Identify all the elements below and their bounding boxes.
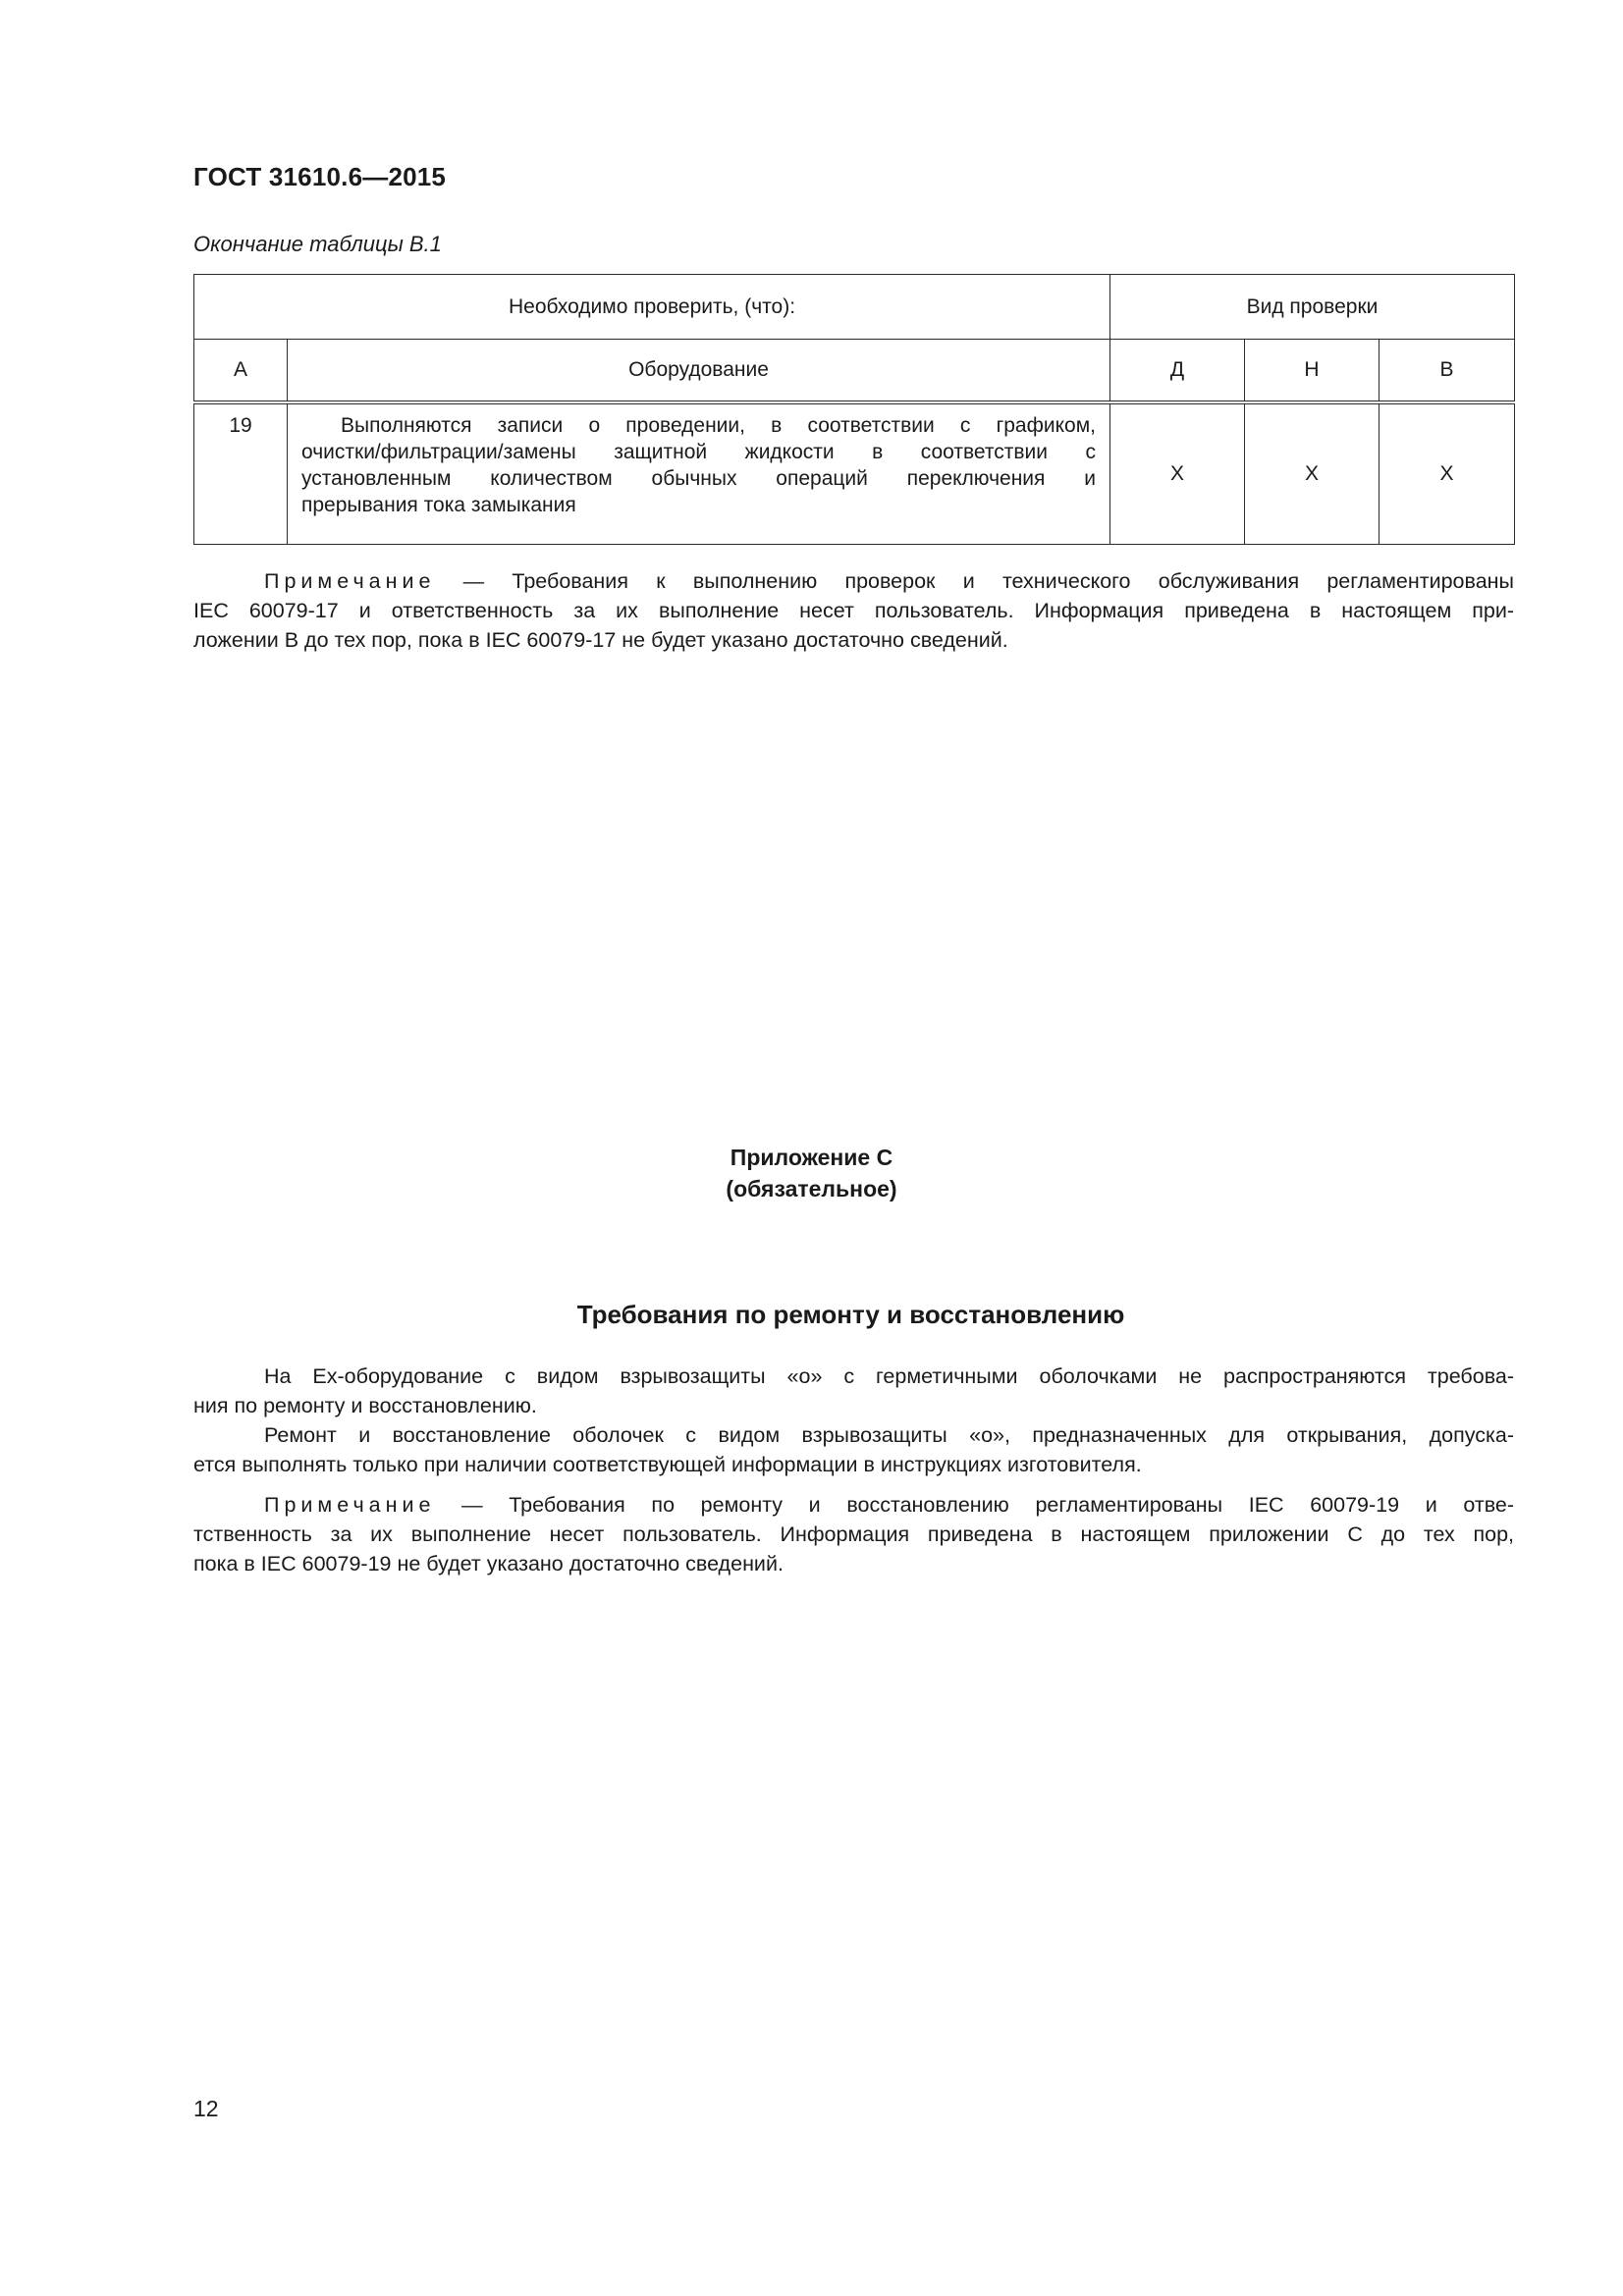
section-title: Требования по ремонту и восстановлению	[576, 1300, 1125, 1329]
note-text-line: Требования по ремонту и восстановлению регламентированы IEC 60079-19 и отве-	[509, 1493, 1514, 1517]
paragraph-line: На Ex-оборудование с видом взрывозащиты «о» с герметичными оболочками не распространяются требова-	[264, 1364, 1514, 1388]
page-number: 12	[193, 2096, 219, 2121]
document-code: ГОСТ 31610.6—2015	[193, 162, 447, 191]
table-group-header-row	[194, 275, 1515, 340]
paragraph-line: ется выполнять только при наличии соответствующей информации в инструкциях изготовителя.	[193, 1453, 1142, 1476]
paragraph-line: Ремонт и восстановление оболочек с видом взрывозащиты «о», предназначенных для открывания, допуска-	[264, 1423, 1514, 1447]
table-column-header-row	[194, 340, 1515, 403]
note-text-line: ложении В до тех пор, пока в IEC 60079-17 не будет указано достаточно сведений.	[193, 628, 1008, 652]
appendix-paragraph-2	[193, 1420, 1514, 1479]
inspection-table	[193, 274, 1515, 545]
note-label: Примечание	[264, 1493, 436, 1517]
appendix-heading	[0, 1142, 1623, 1204]
column-header-equipment: Оборудование	[288, 340, 1110, 403]
row-check-d: X	[1110, 402, 1245, 545]
appendix-paragraph-1	[193, 1362, 1514, 1420]
row-check-n: X	[1245, 402, 1380, 545]
row-description-line: очистки/фильтрации/замены защитной жидкости в соответствии с	[301, 441, 1096, 463]
row-number: 19	[194, 402, 288, 545]
row-description	[288, 402, 1110, 545]
row-description-line: установленным количеством обычных операций переключения и	[301, 467, 1096, 490]
note-text-line: тственность за их выполнение несет пользователь. Информация приведена в настоящем приложении С до тех пор,	[193, 1522, 1514, 1546]
note-text-line: IEC 60079-17 и ответственность за их выполнение несет пользователь. Информация приведена в настоящем при-	[193, 599, 1514, 622]
note-text-line: пока в IEC 60079-19 не будет указано достаточно сведений.	[193, 1552, 784, 1575]
column-header-d: Д	[1110, 340, 1245, 403]
appendix-title: Приложение С	[730, 1145, 893, 1170]
column-header-a: А	[194, 340, 288, 403]
group-header-check-what: Необходимо проверить, (что):	[194, 275, 1110, 340]
column-header-v: В	[1380, 340, 1515, 403]
row-description-line: прерывания тока замыкания	[301, 494, 576, 516]
row-description-line: Выполняются записи о проведении, в соответствии с графиком,	[341, 414, 1096, 437]
table-row	[194, 402, 1515, 545]
paragraph-line: ния по ремонту и восстановлению.	[193, 1394, 537, 1417]
column-header-n: Н	[1245, 340, 1380, 403]
note-text-line: Требования к выполнению проверок и технического обслуживания регламентированы	[512, 569, 1514, 593]
note-appendix-c: Примечание — Требования по ремонту и восстановлению регламентированы IEC 60079-19 и отве- тственность за их выполнение несет пользователь. Информация приведена в настоящем приложении С до тех пор, пока в IEC 60079-19 не будет указано достаточно сведений.	[193, 1490, 1514, 1578]
row-check-v: X	[1380, 402, 1515, 545]
note-label: Примечание	[264, 569, 436, 593]
appendix-status: (обязательное)	[726, 1176, 897, 1201]
note-table-b1: Примечание — Требования к выполнению проверок и технического обслуживания регламентированы IEC 60079-17 и ответственность за их выполнение несет пользователь. Информация приведена в настоящем при- ложении В до тех пор, пока в IEC 60079-17 не будет указано достаточно сведений.	[193, 566, 1514, 655]
table-caption: Окончание таблицы В.1	[193, 232, 442, 256]
group-header-check-type: Вид проверки	[1110, 275, 1515, 340]
